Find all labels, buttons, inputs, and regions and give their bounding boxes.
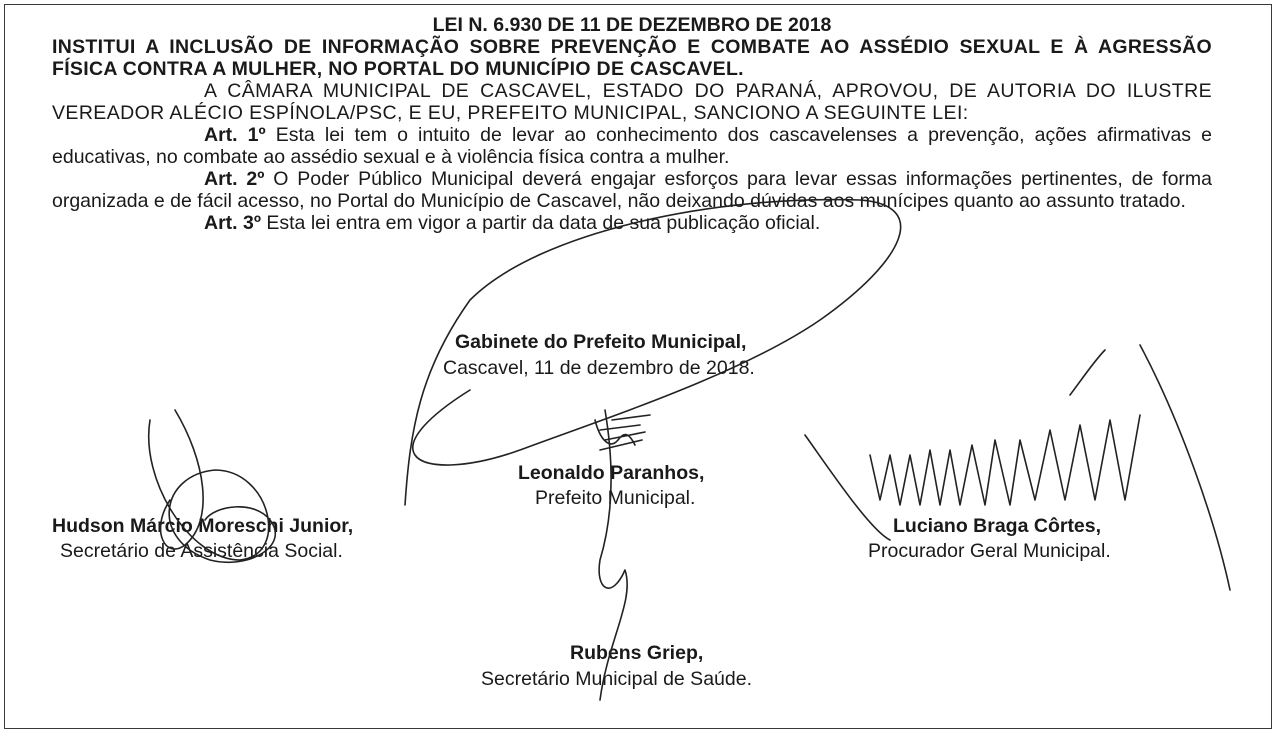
- law-title: LEI N. 6.930 DE 11 DE DEZEMBRO DE 2018: [432, 14, 832, 36]
- attorney-name: Luciano Braga Côrtes,: [893, 515, 1102, 537]
- closing-office: Gabinete do Prefeito Municipal,: [455, 331, 747, 353]
- preamble: A CÂMARA MUNICIPAL DE CASCAVEL, ESTADO DO PARANÁ, APROVOU, DE AUTORIA DO ILUSTRE VEREADOR ALÉCIO ESPÍNOLA/PSC, E EU, PREFEITO MUNICIPAL, SANCIONO A SEGUINTE LEI:: [52, 80, 1212, 124]
- article-2-text: O Poder Público Municipal deverá engajar esforços para levar essas informações pertinentes, de forma organizada e de fácil acesso, no Portal do Município de Cascavel, não deixando dúvidas aos munícipes quanto ao assunto tratado.: [52, 168, 1212, 212]
- article-3-label: Art. 3º: [204, 212, 261, 234]
- social-secretary-role: Secretário de Assistência Social.: [60, 540, 343, 562]
- article-3: [52, 212, 1212, 234]
- attorney-role: Procurador Geral Municipal.: [868, 540, 1111, 562]
- article-2-label: Art. 2º: [204, 168, 265, 190]
- law-document: [52, 14, 1212, 234]
- law-ementa: INSTITUI A INCLUSÃO DE INFORMAÇÃO SOBRE PREVENÇÃO E COMBATE AO ASSÉDIO SEXUAL E À AGRESSÃO FÍSICA CONTRA A MULHER, NO PORTAL DO MUNICÍPIO DE CASCAVEL.: [52, 36, 1212, 80]
- mayor-name: Leonaldo Paranhos,: [518, 462, 705, 484]
- closing-place-date: Cascavel, 11 de dezembro de 2018.: [443, 357, 755, 379]
- article-1-text: Esta lei tem o intuito de levar ao conhecimento dos cascavelenses a prevenção, ações afirmativas e educativas, no combate ao assédio sexual e à violência física contra a mulher.: [52, 124, 1212, 168]
- health-secretary-role: Secretário Municipal de Saúde.: [481, 668, 752, 690]
- article-2: [52, 168, 1212, 212]
- social-secretary-name: Hudson Márcio Moreschi Junior,: [52, 515, 354, 537]
- article-3-text: Esta lei entra em vigor a partir da data de sua publicação oficial.: [260, 212, 821, 234]
- mayor-role: Prefeito Municipal.: [535, 487, 696, 509]
- health-secretary-name: Rubens Griep,: [570, 642, 704, 664]
- article-1: [52, 124, 1212, 168]
- article-1-label: Art. 1º: [204, 124, 266, 146]
